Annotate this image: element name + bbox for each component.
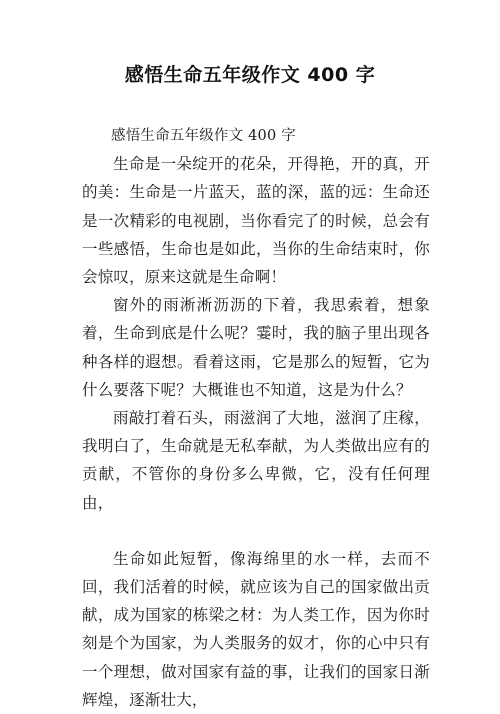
paragraph-4: 生命如此短暂，像海绵里的水一样，去而不回，我们活着的时候，就应该为自己的国家做出贡献，成为国家的栋梁之材：为人类工作，因为你时刻是个为国家，为人类服务的奴才，你的心中只有一个理想，做对国家有益的事，让我们的国家日渐辉煌，逐渐壮大， bbox=[82, 549, 430, 709]
paragraph-2: 窗外的雨淅淅沥沥的下着，我思索着，想象着，生命到底是什么呢？霎时，我的脑子里出现各种各样的遐想。看着这雨，它是那么的短暂，它为什么要落下呢？大概谁也不知道，这是为什么？ bbox=[82, 296, 430, 399]
document-title: 感悟生命五年级作文 400 字 bbox=[124, 64, 376, 86]
paragraph-3: 雨敲打着石头，雨滋润了大地，滋润了庄稼，我明白了，生命就是无私奉献，为人类做出应有的贡献，不管你的身份多么卑微，它，没有任何理由， bbox=[82, 409, 430, 512]
paragraph-1: 生命是一朵绽开的花朵，开得艳，开的真，开的美：生命是一片蓝天，蓝的深，蓝的远：生命还是一次精彩的电视剧，当你看完了的时候，总会有一些感悟，生命也是如此，当你的生命结束时，你会惊叹，原来这就是生命啊！ bbox=[82, 155, 430, 287]
document-subtitle: 感悟生命五年级作文 400 字 bbox=[111, 128, 296, 144]
paragraph-gap bbox=[82, 517, 430, 545]
document-body bbox=[82, 122, 430, 714]
